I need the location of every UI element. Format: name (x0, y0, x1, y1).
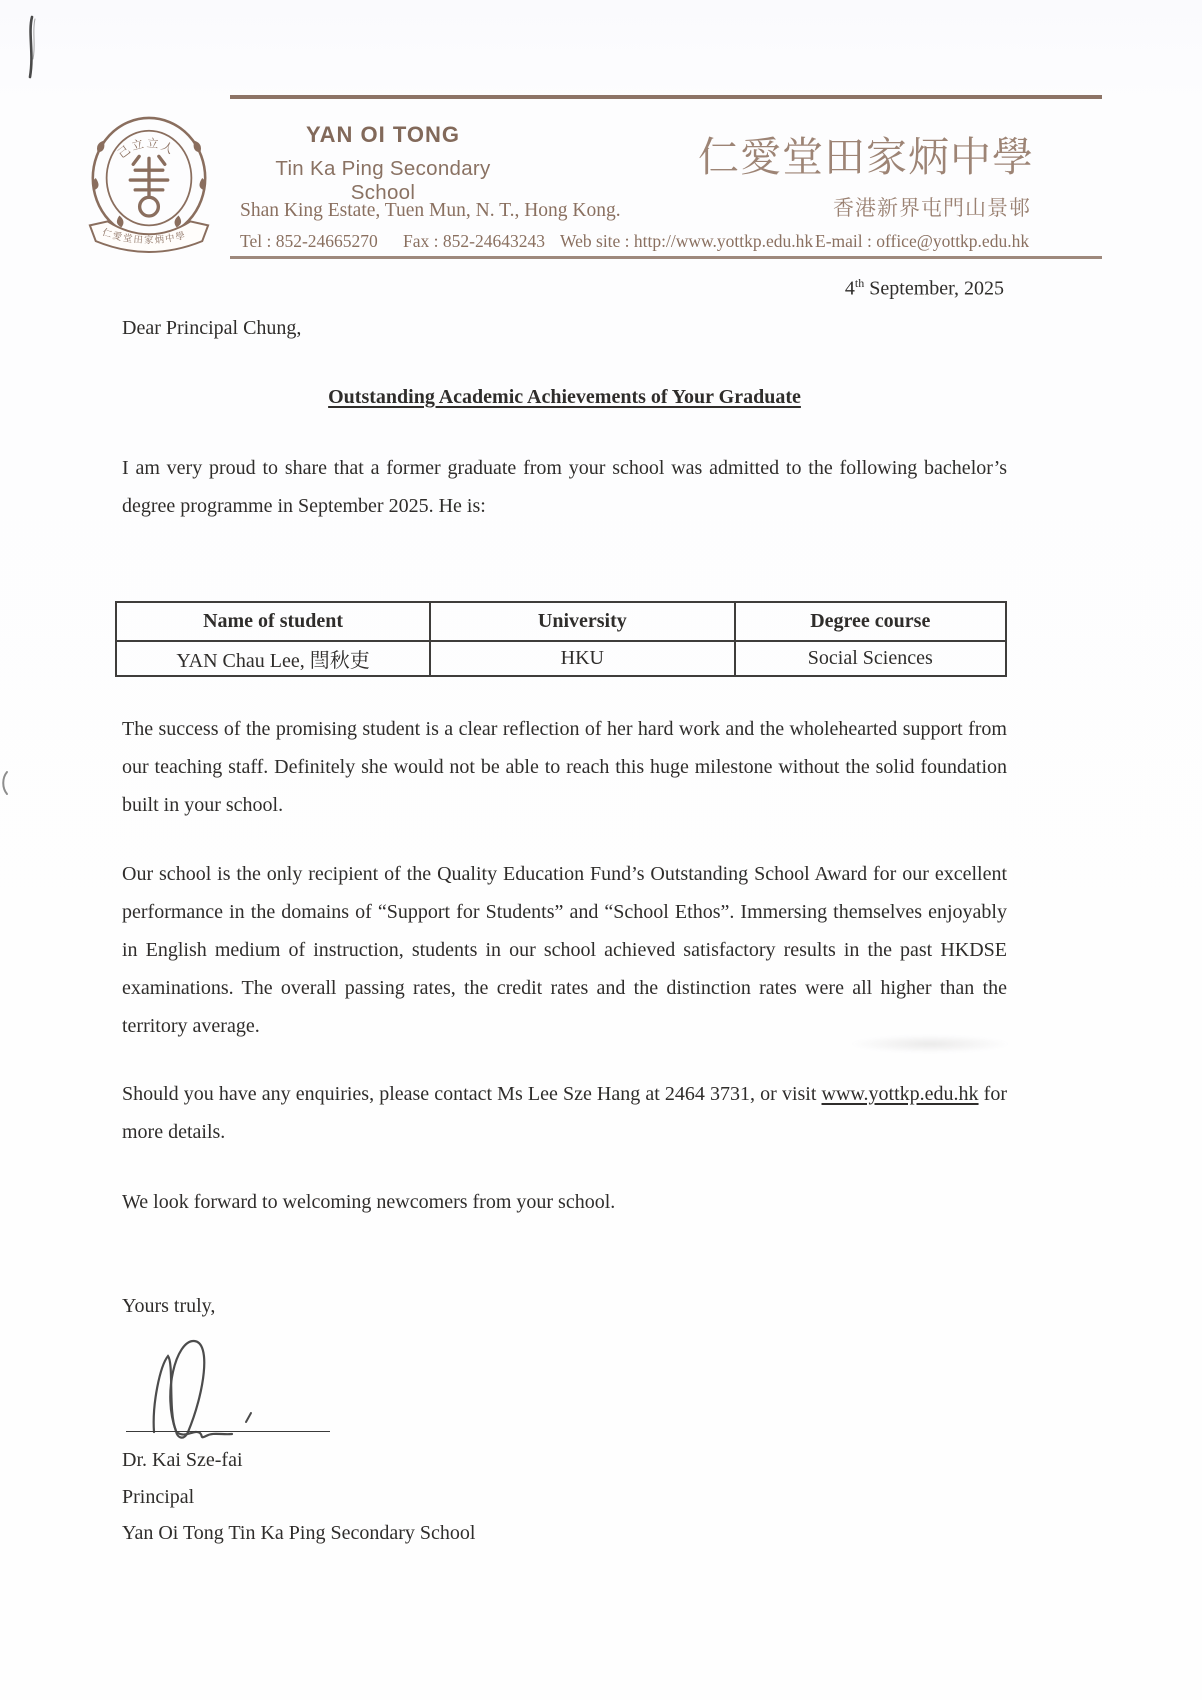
school-crest-logo (80, 106, 218, 256)
signer-name: Dr. Kai Sze-fai (122, 1449, 243, 1471)
org-name: YAN OI TONG (305, 122, 461, 147)
signer-title: Principal (122, 1485, 195, 1508)
paragraph-school-achievements: Our school is the only recipient of the Quality Education Fund’s Outstanding School Award for our excellent performance in the domains of “Support for Students” and “School Ethos”. Immersing themselves enjoyably in English medium of instruction, students in our school achieved satisfactory results in the past HKDSE examinations. The overall passing rates, the credit rates and the distinction rates were all higher than the territory average. (122, 863, 1007, 1037)
signature-line (126, 1431, 330, 1432)
website-link: www.yottkp.edu.hk (821, 1083, 979, 1105)
paragraph-success: The success of the promising student is a clear reflection of her hard work and the wholehearted support from our teaching staff. Definitely she would not be able to reach this huge milestone without the solid foundation built in your school. (122, 718, 1007, 816)
header-degree-course: Degree course (735, 602, 1006, 641)
school-name-zh: 仁愛堂田家炳中學 (698, 134, 1034, 180)
subject-line: Outstanding Academic Achievements of Your Graduate (328, 386, 801, 408)
paragraph-intro: I am very proud to share that a former graduate from your school was admitted to the following bachelor’s degree programme in September 2025. He is: (122, 457, 1007, 517)
cell-university: HKU (430, 641, 734, 676)
school-address-en: Shan King Estate, Tuen Mun, N. T., Hong Kong. (240, 200, 621, 221)
crest-motto-text: 己立立人 (114, 135, 178, 161)
salutation: Dear Principal Chung, (122, 317, 302, 339)
cell-degree-course: Social Sciences (735, 641, 1006, 676)
signature-image (118, 1332, 358, 1440)
paragraph-contact: Should you have any enquiries, please contact Ms Lee Sze Hang at 2464 3731, or visit www.yottkp.edu.hk for more details. (122, 1083, 1007, 1143)
email-label: E-mail : office@yottkp.edu.hk (815, 231, 1030, 251)
tel-label: Tel : 852-24665270 (240, 231, 378, 251)
scan-artifact-edge-mark (0, 770, 12, 796)
date-ordinal-suffix: th (854, 276, 865, 290)
paragraph-closing: We look forward to welcoming newcomers from your school. (122, 1191, 616, 1213)
table-header-row (116, 602, 1006, 641)
fax-label: Fax : 852-24643243 (403, 231, 545, 251)
crest-banner-text: 仁愛堂田家炳中學 (101, 227, 188, 246)
admissions-table (115, 601, 1007, 677)
school-address-zh: 香港新界屯門山景邨 (833, 196, 1031, 220)
website-label: Web site : http://www.yottkp.edu.hk (560, 231, 814, 251)
table-row (116, 641, 1006, 676)
header-name-of-student: Name of student (116, 602, 430, 641)
scan-artifact-pen-mark (24, 15, 42, 81)
date-line: 4th September, 2025 (844, 276, 1004, 300)
signature-block (122, 1442, 475, 1552)
cell-student-name: YAN Chau Lee, 閆秋吏 (116, 641, 430, 676)
letterhead-rule-bottom (230, 256, 1102, 259)
letterhead-rule-top (230, 95, 1102, 99)
school-name-en: Tin Ka Ping Secondary School (275, 157, 491, 204)
signer-organization: Yan Oi Tong Tin Ka Ping Secondary School (122, 1522, 476, 1544)
header-university: University (430, 602, 734, 641)
valediction: Yours truly, (122, 1295, 216, 1317)
